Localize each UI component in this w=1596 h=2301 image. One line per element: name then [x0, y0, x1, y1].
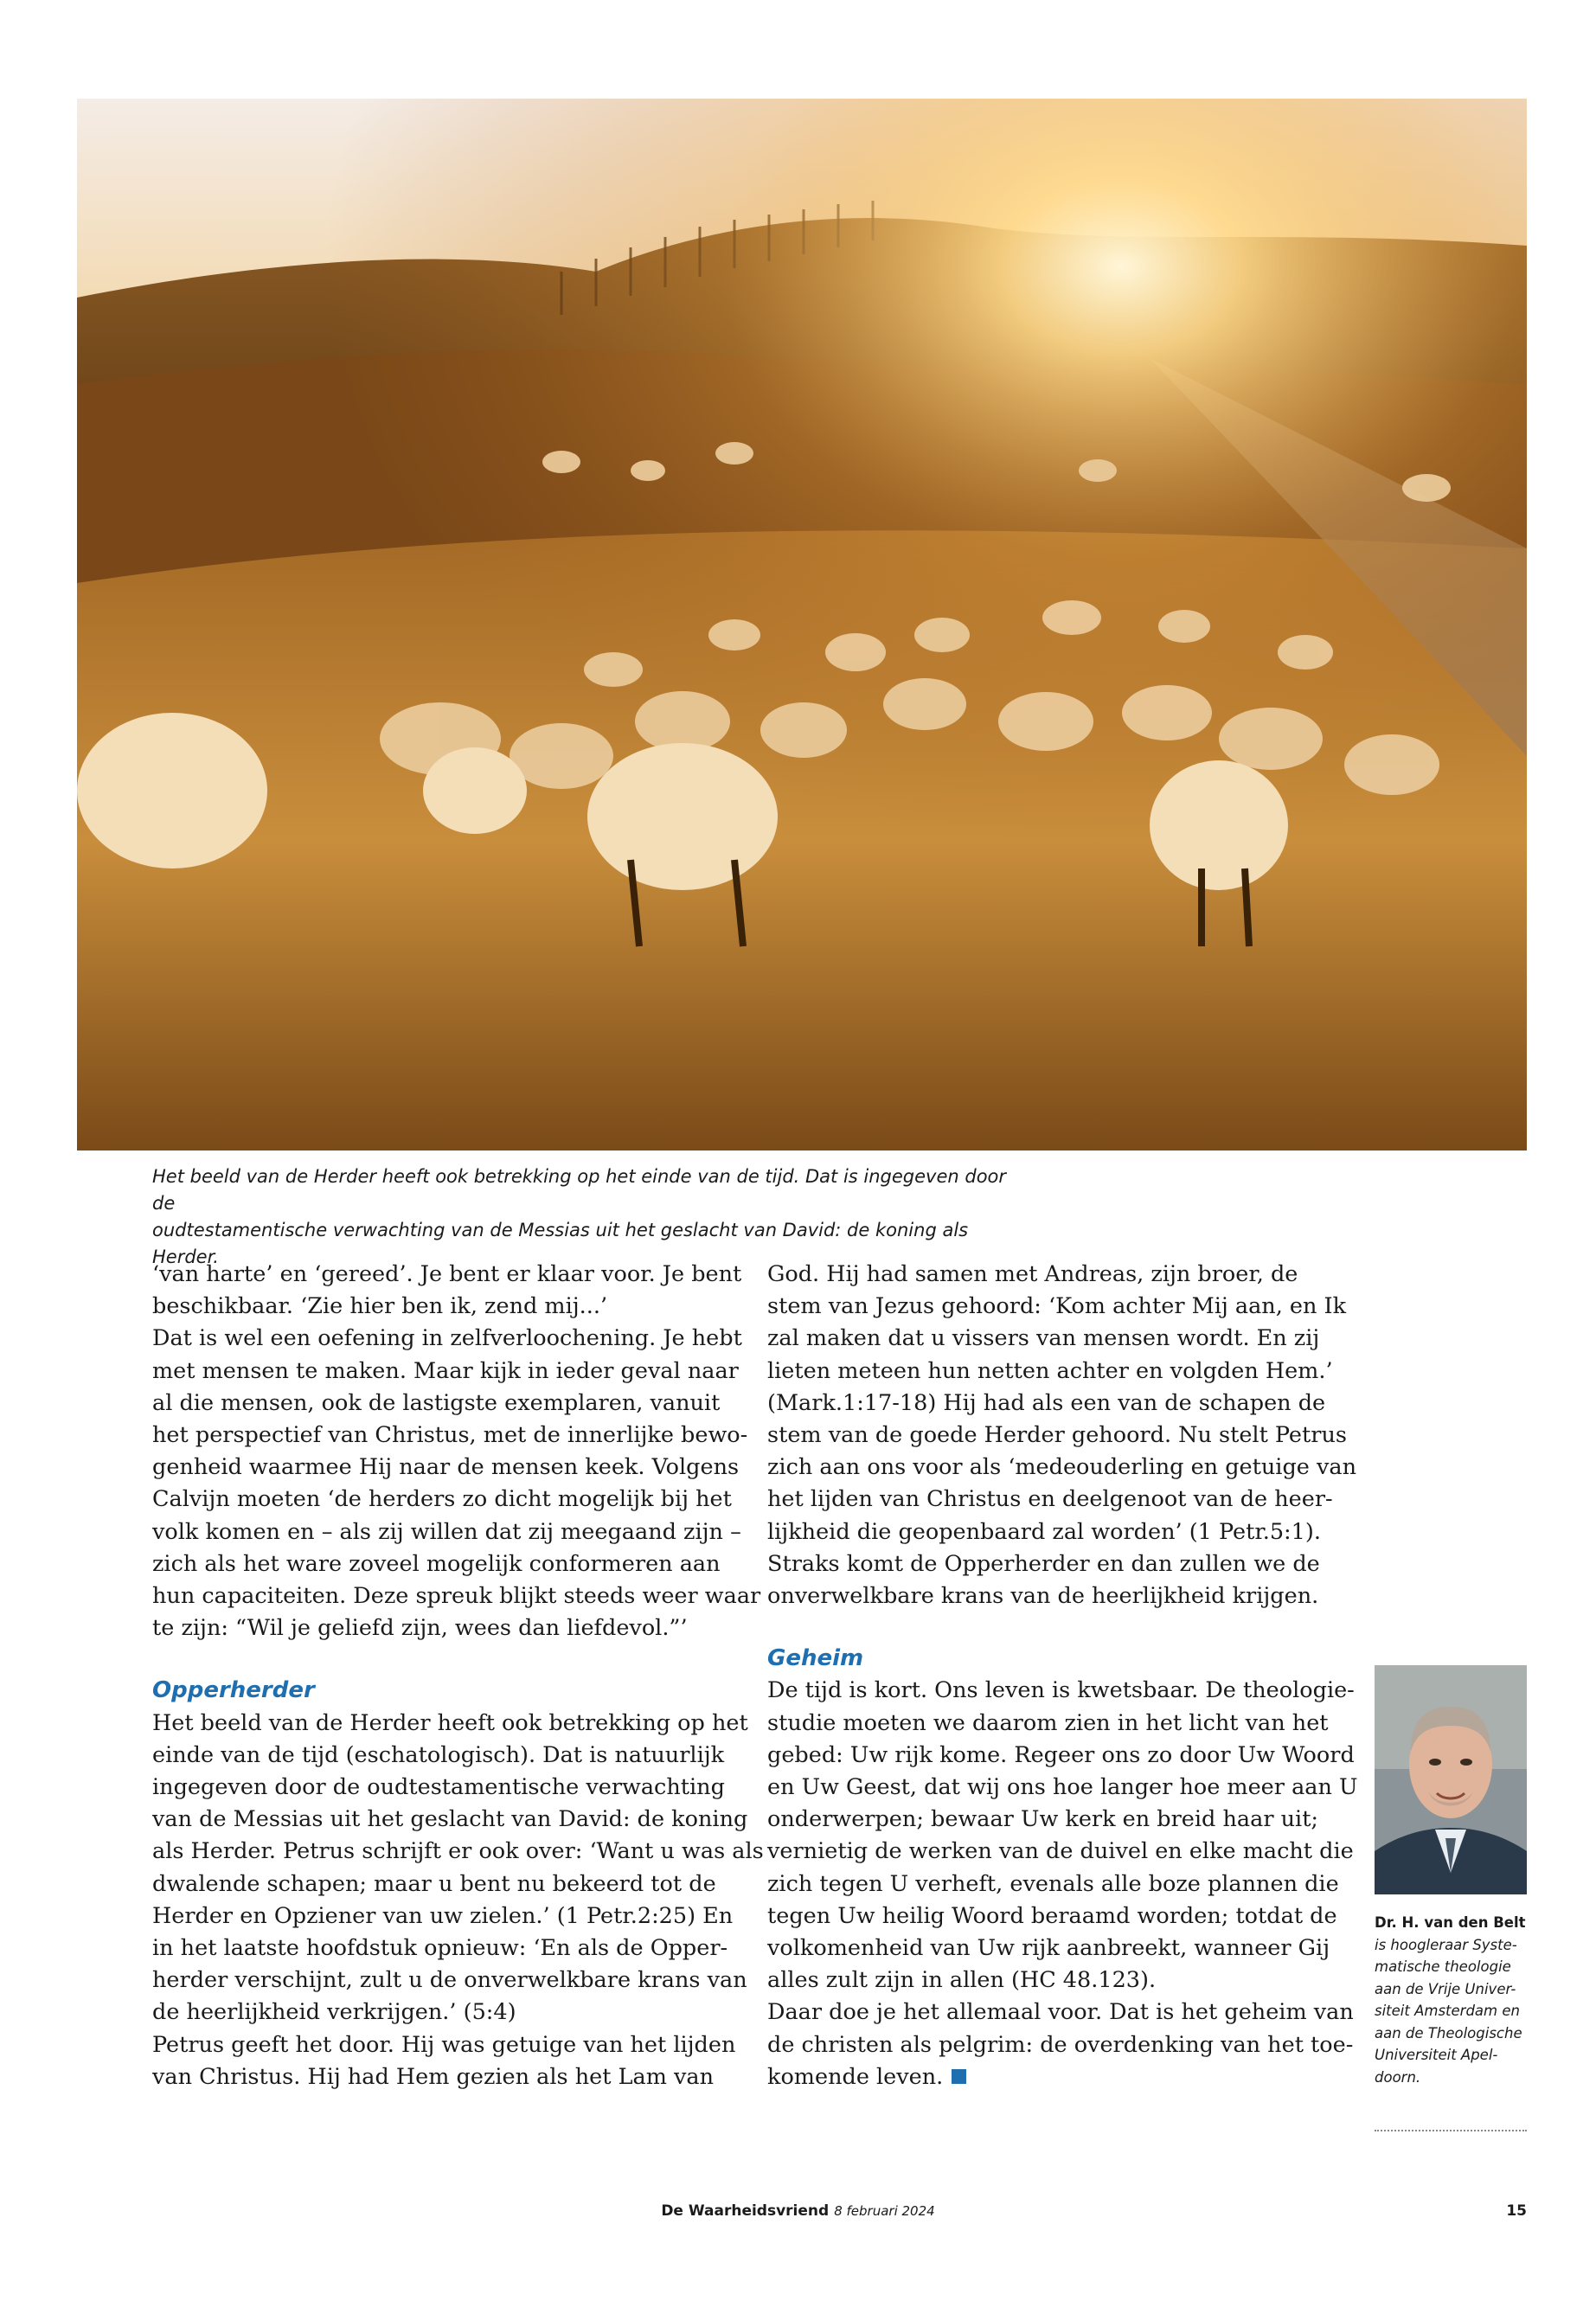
text-line: studie moeten we daarom zien in het licht van het [767, 1709, 1329, 1736]
text-line: (Mark.1:17-18) Hij had als een van de schapen de [767, 1389, 1326, 1416]
text-line: lieten meteen hun netten achter en volgden Hem.’ [767, 1357, 1333, 1384]
magazine-name: De Waarheidsvriend [661, 2202, 830, 2220]
text-line: het perspectief van Christus, met de innerlijke bewo- [152, 1422, 748, 1449]
text-line: lijkheid die geopenbaard zal worden’ (1 Petr.5:1). [767, 1518, 1321, 1545]
text-line: zal maken dat u vissers van mensen wordt. En zij [767, 1325, 1320, 1352]
text-line: het lijden van Christus en deelgenoot van de heer- [767, 1486, 1333, 1513]
text-line: volk komen en – als zij willen dat zij meegaand zijn – [152, 1518, 741, 1545]
caption-line: oudtestamentische verwachting van de Messias uit het geslacht van David: de koning als Herder. [152, 1220, 969, 1267]
text-line: stem van de goede Herder gehoord. Nu stelt Petrus [767, 1422, 1347, 1449]
text-line: Petrus geeft het door. Hij was getuige van het lijden [152, 2031, 736, 2058]
text-line: de christen als pelgrim: de overdenking van het toe- [767, 2031, 1354, 2058]
text-line: onderwerpen; bewaar Uw kerk en breid haar uit; [767, 1806, 1319, 1833]
text-line: De tijd is kort. Ons leven is kwetsbaar. De theologie- [767, 1677, 1355, 1704]
text-line: van Christus. Hij had Hem gezien als het Lam van [152, 2063, 715, 2090]
text-line: hun capaciteiten. Deze spreuk blijkt steeds weer waar [152, 1583, 761, 1610]
photo-caption [152, 1163, 1017, 1271]
page-number: 15 [1506, 2202, 1527, 2220]
text-line: zich aan ons voor als ‘medeouderling en getuige van [767, 1454, 1357, 1481]
photo-illustration [77, 99, 1527, 1150]
page-footer [0, 2198, 1596, 2227]
text-line: de heerlijkheid verkrijgen.’ (5:4) [152, 1999, 516, 2026]
text-line: alles zult zijn in allen (HC 48.123). [767, 1967, 1157, 1994]
portrait-illustration [1375, 1665, 1527, 1894]
text-line [767, 2061, 1356, 2093]
text-line: Dat is wel een oefening in zelfverloochening. Je hebt [152, 1325, 742, 1352]
text-line-end: komende leven. [767, 2063, 944, 2090]
author-bio [1375, 1912, 1539, 2088]
text-line: einde van de tijd (eschatologisch). Dat is natuurlijk [152, 1741, 725, 1768]
text-line: beschikbaar. ‘Zie hier ben ik, zend mij...’ [152, 1293, 608, 1320]
sheep-grazing-sunset-image [77, 99, 1527, 1150]
author-name: Dr. H. van den Belt [1375, 1914, 1526, 1931]
text-line: van de Messias uit het geslacht van David: de koning [152, 1806, 748, 1833]
text-line: volkomenheid van Uw rijk aanbreekt, wanneer Gij [767, 1935, 1330, 1962]
text-line: ‘van harte’ en ‘gereed’. Je bent er klaar voor. Je bent [152, 1261, 742, 1287]
text-line: genheid waarmee Hij naar de mensen keek. Volgens [152, 1454, 740, 1481]
author-portrait-image [1375, 1665, 1527, 1894]
bio-line: aan de Theologische [1375, 2024, 1522, 2041]
text-line: als Herder. Petrus schrijft er ook over: ‘Want u was als [152, 1838, 764, 1865]
text-line: God. Hij had samen met Andreas, zijn broer, de [767, 1261, 1298, 1287]
footer-credit [0, 2198, 1596, 2224]
text-line: dwalende schapen; maar u bent nu bekeerd tot de [152, 1870, 716, 1897]
section-heading-opperherder: Opperherder [152, 1677, 315, 1704]
text-line: ingegeven door de oudtestamentische verwachting [152, 1774, 725, 1801]
text-line: zich als het ware zoveel mogelijk conformeren aan [152, 1550, 721, 1577]
text-line: Daar doe je het allemaal voor. Dat is het geheim van [767, 1999, 1354, 2026]
bio-line: siteit Amsterdam en [1375, 2003, 1520, 2019]
text-line: en Uw Geest, dat wij ons hoe langer hoe meer aan U [767, 1774, 1358, 1801]
text-line: Herder en Opziener van uw zielen.’ (1 Petr.2:25) En [152, 1902, 734, 1929]
text-line: onverwelkbare krans van de heerlijkheid krijgen. [767, 1583, 1319, 1610]
text-line: met mensen te maken. Maar kijk in ieder geval naar [152, 1357, 739, 1384]
text-line: tegen Uw heilig Woord beraamd worden; totdat de [767, 1902, 1337, 1929]
text-line: Straks komt de Opperherder en dan zullen we de [767, 1550, 1320, 1577]
text-line: gebed: Uw rijk kome. Regeer ons zo door Uw Woord [767, 1741, 1355, 1768]
bio-line: aan de Vrije Univer- [1375, 1980, 1516, 1997]
bio-divider [1375, 2130, 1527, 2131]
text-line: stem van Jezus gehoord: ‘Kom achter Mij aan, en Ik [767, 1293, 1347, 1320]
text-line: Calvijn moeten ‘de herders zo dicht mogelijk bij het [152, 1486, 732, 1513]
bio-line: Universiteit Apel- [1375, 2047, 1498, 2063]
text-line: te zijn: “Wil je geliefd zijn, wees dan liefdevol.”’ [152, 1615, 688, 1642]
text-line: Het beeld van de Herder heeft ook betrekking op het [152, 1709, 748, 1736]
left-column [152, 1259, 764, 2093]
bio-line: doorn. [1375, 2068, 1421, 2086]
bio-line: matische theologie [1375, 1958, 1511, 1975]
bio-line: is hoogleraar Syste- [1375, 1936, 1517, 1953]
right-column [767, 1259, 1356, 2093]
issue-date: 8 februari 2024 [834, 2203, 935, 2219]
end-mark-icon [952, 2069, 966, 2084]
text-line: vernietig de werken van de duivel en elke macht die [767, 1838, 1354, 1865]
text-line: herder verschijnt, zult u de onverwelkbare krans van [152, 1967, 747, 1994]
caption-line: Het beeld van de Herder heeft ook betrekking op het einde van de tijd. Dat is ingegeven door de [152, 1166, 1007, 1214]
text-line: in het laatste hoofdstuk opnieuw: ‘En als de Opper- [152, 1935, 728, 1962]
section-heading-geheim: Geheim [767, 1645, 864, 1672]
text-line: al die mensen, ook de lastigste exemplaren, vanuit [152, 1389, 721, 1416]
text-line: zich tegen U verheft, evenals alle boze plannen die [767, 1870, 1339, 1897]
